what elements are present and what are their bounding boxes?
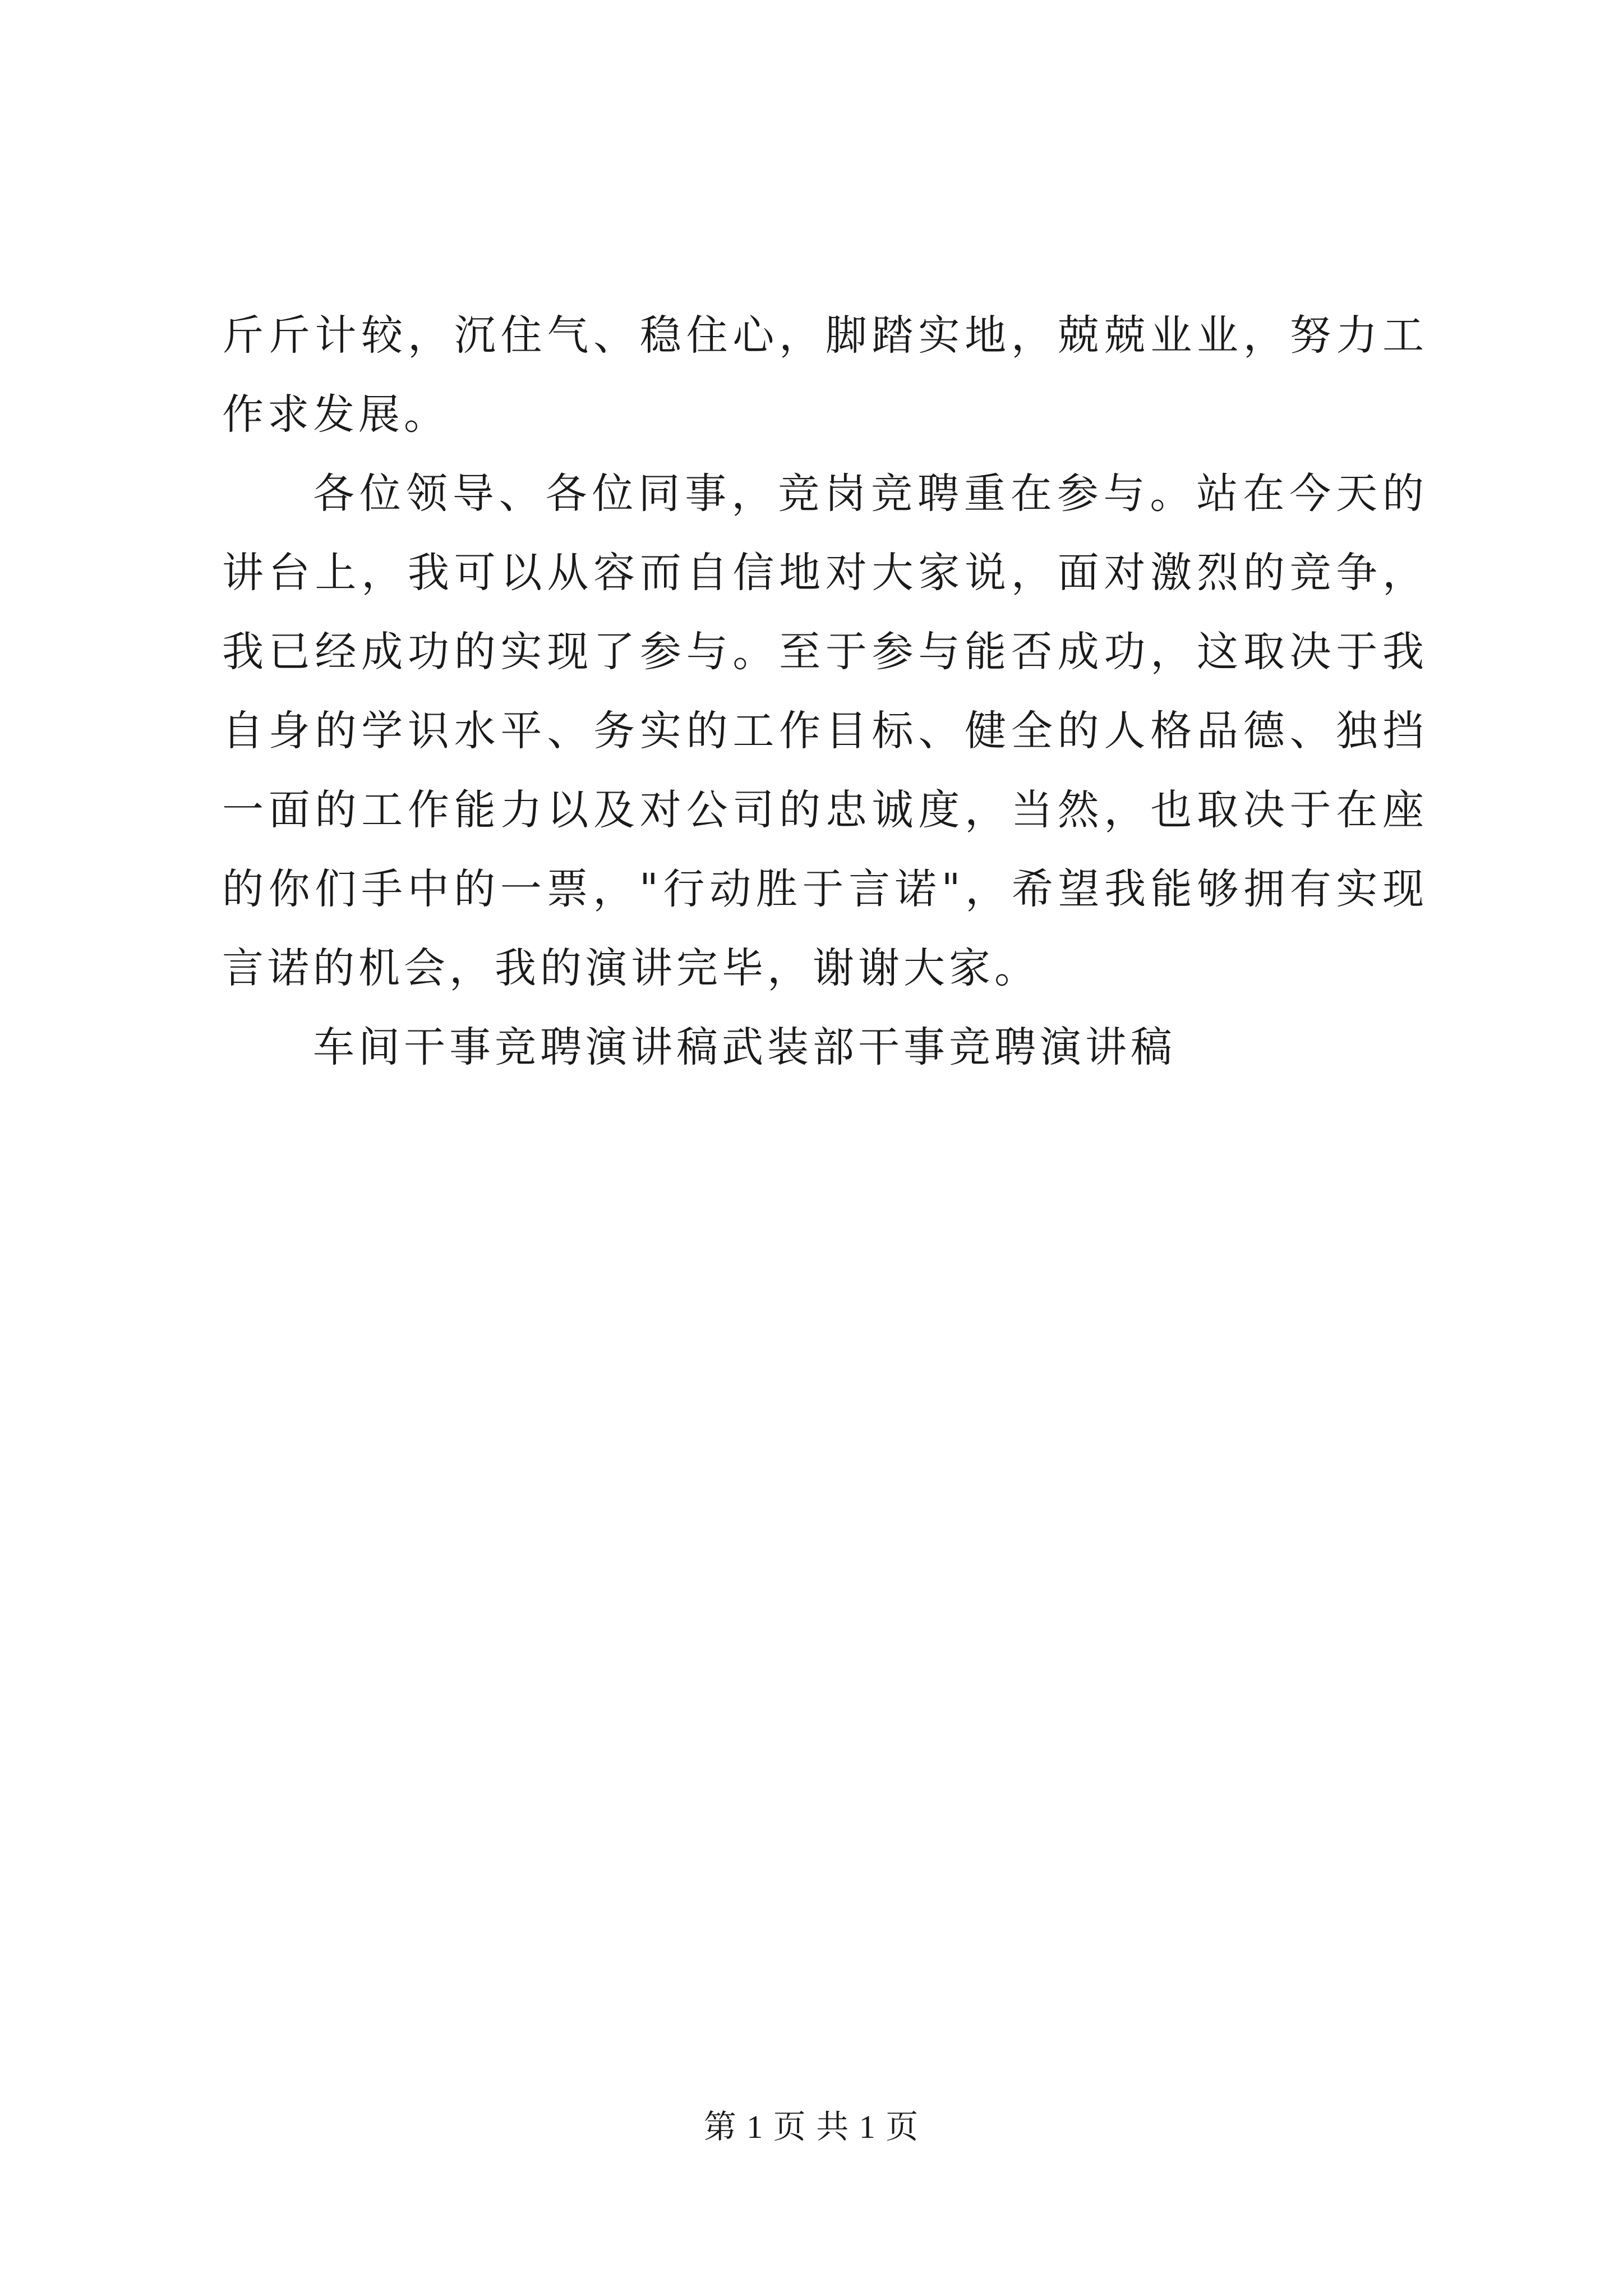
paragraph-related-titles: 车间干事竞聘演讲稿武装部干事竞聘演讲稿 xyxy=(313,1023,1176,1071)
paragraph-closing-line: 斤斤计较，沉住气、稳住心，脚踏实地，兢兢业业，努力工作求发展。 xyxy=(222,311,1428,439)
page-footer xyxy=(0,2105,1623,2150)
page-number-label: 第 1 页 共 1 页 xyxy=(703,2109,920,2145)
paragraph-conclusion: 各位领导、各位同事，竞岗竞聘重在参与。站在今天的讲台上，我可以从容而自信地对大家说，面对激烈的竞争，我已经成功的实现了参与。至于参与能否成功，这取决于我自身的学识水平、务实的工作目标、健全的人格品德、独挡一面的工作能力以及对公司的忠诚度，当然，也取决于在座的你们手中的一票，"行动胜于言诺"，希望我能够拥有实现言诺的机会，我的演讲完毕，谢谢大家。 xyxy=(222,470,1428,992)
document-body xyxy=(222,296,1428,1087)
